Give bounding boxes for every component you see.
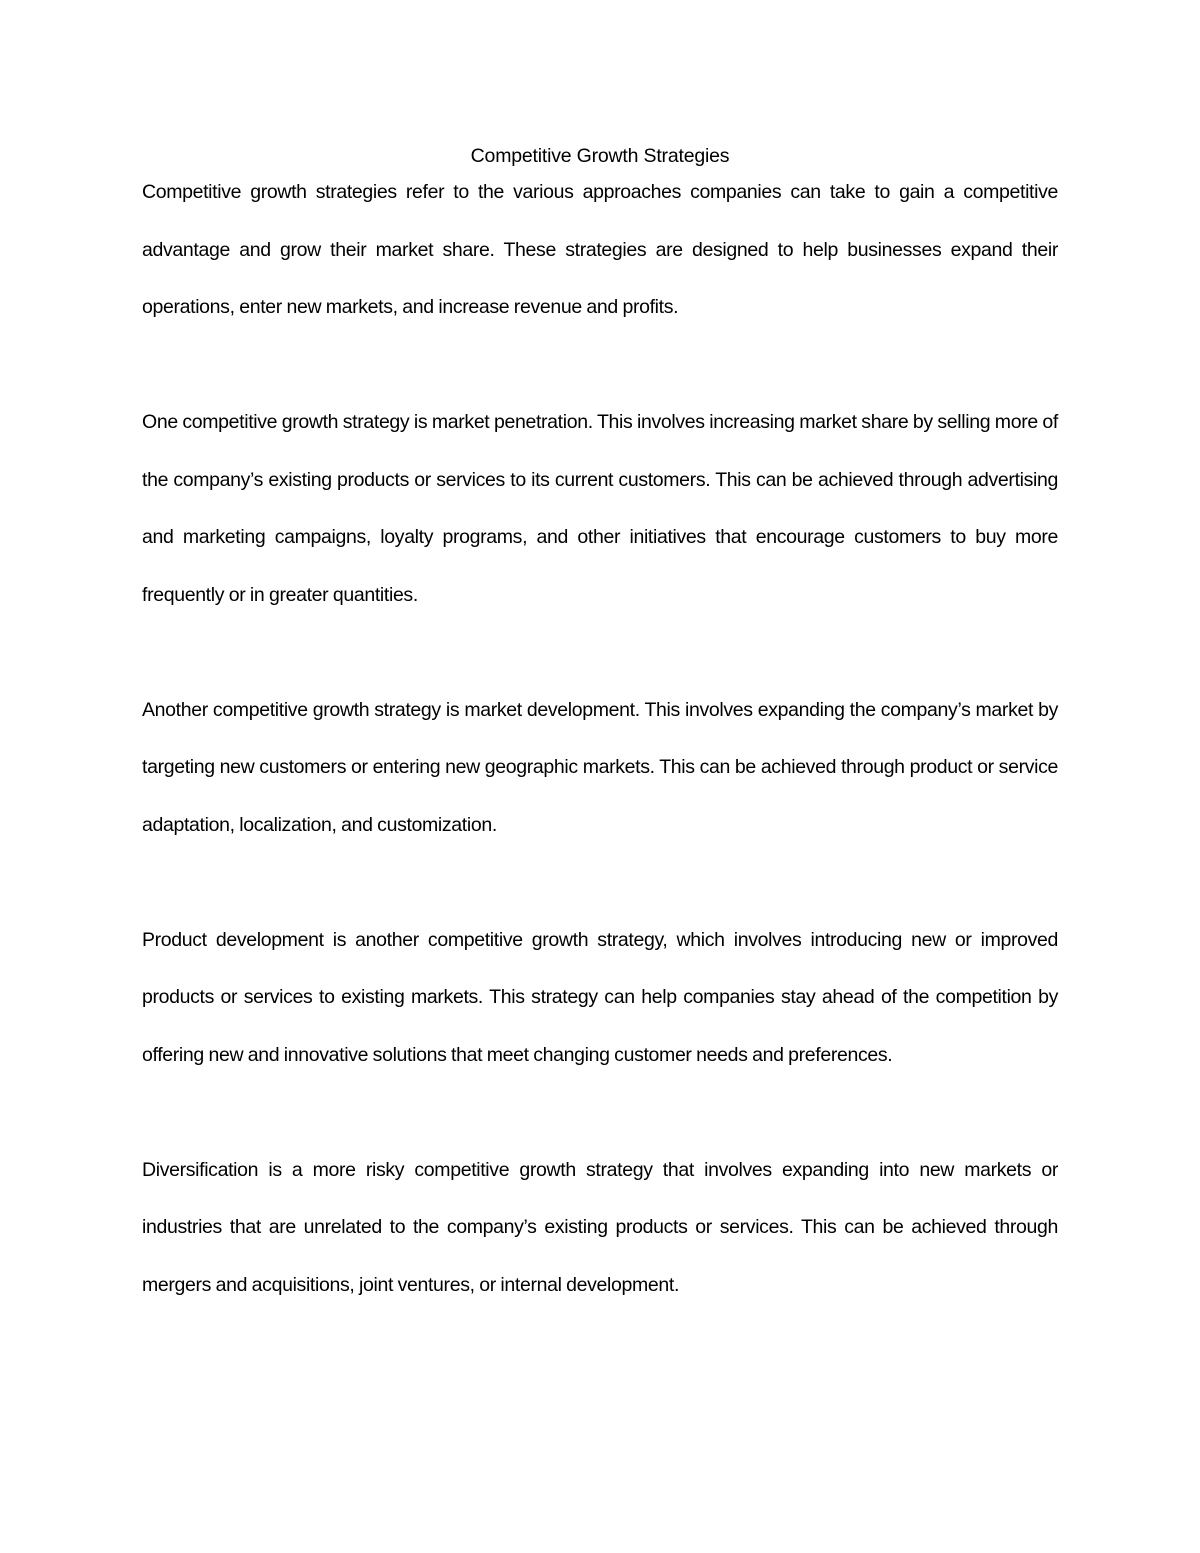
- paragraph-intro: Competitive growth strategies refer to the various approaches companies can take to gain a competitive advantage and grow their market share. These strategies are designed to help businesses expand their operations, enter new markets, and increase revenue and profits.: [142, 181, 1058, 318]
- paragraph-market-penetration: One competitive growth strategy is market penetration. This involves increasing market share by selling more of the company’s existing products or services to its current customers. This can be achieved through advertising and marketing campaigns, loyalty programs, and other initiatives that encourage customers to buy more frequently or in greater quantities.: [142, 411, 1058, 606]
- document-body: [142, 140, 1058, 1314]
- paragraph-diversification: Diversification is a more risky competitive growth strategy that involves expanding into new markets or industries that are unrelated to the company’s existing products or services. This can be achieved through mergers and acquisitions, joint ventures, or internal development.: [142, 1158, 1058, 1296]
- document-title: Competitive Growth Strategies: [470, 145, 730, 167]
- paragraph-product-development: Product development is another competitive growth strategy, which involves introducing new or improved products or services to existing markets. This strategy can help companies stay ahead of the competition by offering new and innovative solutions that meet changing customer needs and preferences.: [142, 928, 1058, 1066]
- paragraph-market-development: Another competitive growth strategy is market development. This involves expanding the company’s market by targeting new customers or entering new geographic markets. This can be achieved through product or service adaptation, localization, and customization.: [142, 698, 1058, 836]
